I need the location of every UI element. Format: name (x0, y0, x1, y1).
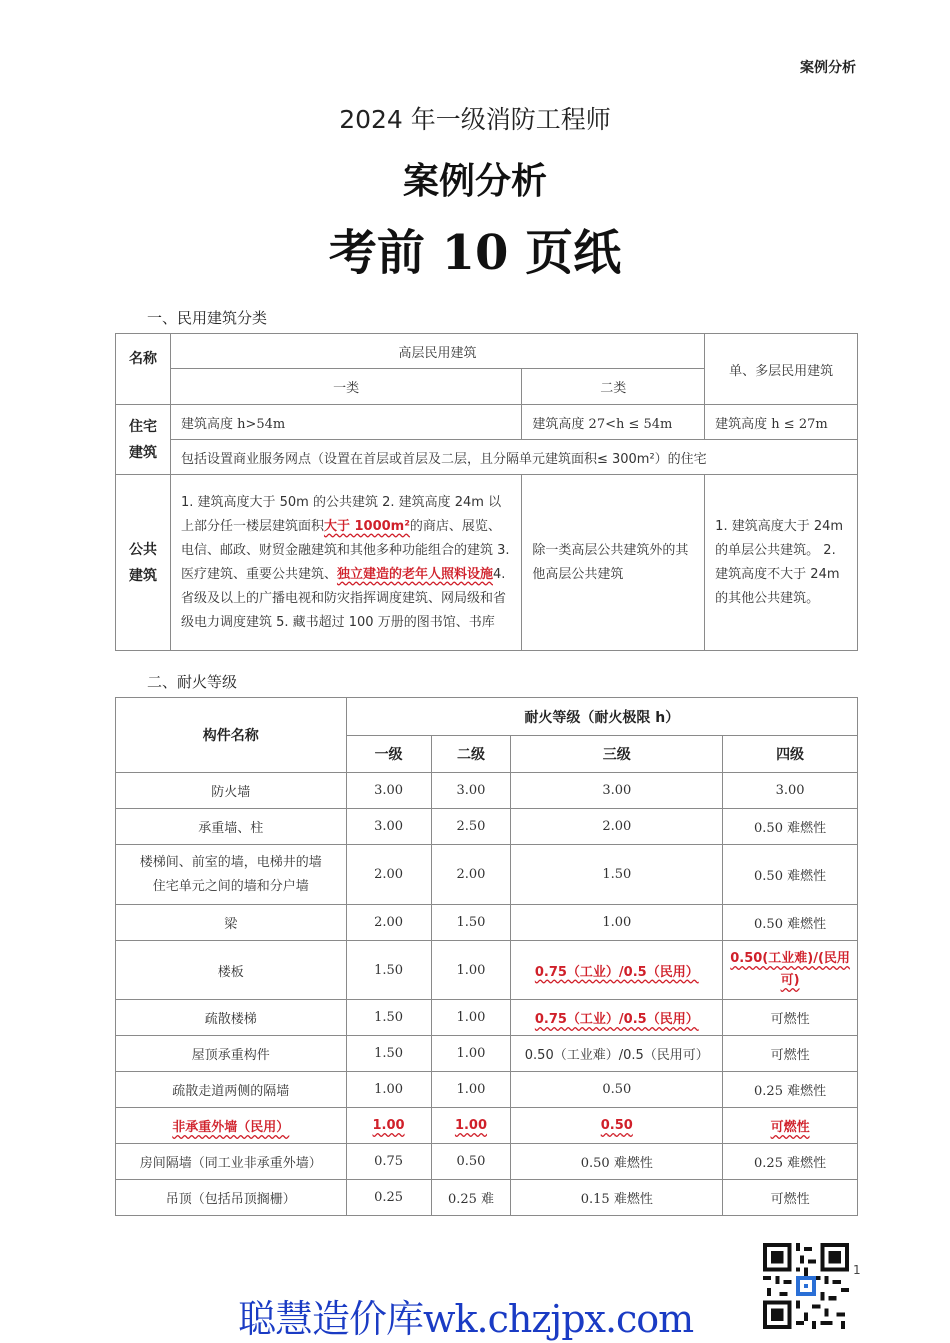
highlight-value: 0.75（工业）/0.5（民用） (534, 964, 699, 980)
table-row (116, 905, 858, 941)
level-2-header: 二级 (431, 736, 511, 773)
value-level2: 1.00 (431, 1036, 511, 1072)
value-level4: 0.25 难燃性 (723, 1144, 858, 1180)
col-low-rise: 单、多层民用建筑 (705, 334, 858, 405)
value-level2: 1.00 (431, 1072, 511, 1108)
table-row (116, 1144, 858, 1180)
value-level1: 1.50 (346, 1000, 431, 1036)
component-name (116, 1108, 347, 1144)
pub-class2: 除一类高层公共建筑外的其他高层公共建筑 (522, 475, 705, 651)
public-label: 公共建筑 (116, 475, 171, 651)
value-level1: 2.00 (346, 845, 431, 905)
table-row (116, 1000, 858, 1036)
table-row (116, 809, 858, 845)
value-level1: 3.00 (346, 773, 431, 809)
residential-label: 住宅建筑 (116, 405, 171, 475)
value-level2 (431, 1108, 511, 1144)
value-level4: 可燃性 (723, 1036, 858, 1072)
table-row (116, 1108, 858, 1144)
value-level2: 2.00 (431, 845, 511, 905)
qr-code-icon (763, 1243, 849, 1329)
header-tag: 案例分析 (800, 60, 856, 76)
table-row (116, 845, 858, 905)
res-class2: 建筑高度 27<h ≤ 54m (522, 405, 705, 440)
value-level4: 0.50 难燃性 (723, 809, 858, 845)
value-level3: 0.15 难燃性 (511, 1180, 723, 1216)
table-row (116, 773, 858, 809)
doc-title-subject: 案例分析 (402, 161, 547, 202)
pub-class1 (170, 475, 521, 651)
component-name-line2: 住宅单元之间的墙和分户墙 (152, 878, 309, 894)
value-level1 (346, 1108, 431, 1144)
component-name: 楼板 (116, 941, 347, 1000)
component-name: 梁 (116, 905, 347, 941)
fire-level-group-header: 耐火等级（耐火极限 h） (346, 698, 857, 736)
value-level4: 可燃性 (723, 1000, 858, 1036)
value-level3 (511, 941, 723, 1000)
value-level4 (723, 941, 858, 1000)
component-name: 疏散楼梯 (116, 1000, 347, 1036)
page-number: 1 (853, 1263, 861, 1277)
highlight-value: 非承重外墙（民用） (172, 1120, 290, 1135)
value-level1: 0.25 (346, 1180, 431, 1216)
col-name-header: 名称 (116, 334, 171, 405)
value-level1: 3.00 (346, 809, 431, 845)
component-name-line1: 楼梯间、前室的墙，电梯井的墙 (139, 854, 322, 870)
value-level4: 3.00 (723, 773, 858, 809)
component-name: 屋顶承重构件 (116, 1036, 347, 1072)
col-class1: 一类 (170, 369, 521, 405)
pub-low: 1. 建筑高度大于 24m 的单层公共建筑。 2. 建筑高度不大于 24m的其他公共建筑。 (705, 475, 858, 651)
fire-resistance-table (115, 697, 858, 1216)
highlight-value: 0.50(工业难)/(民用可) (730, 951, 850, 988)
component-name: 房间隔墙（同工业非承重外墙） (116, 1144, 347, 1180)
highlight-value: 1.00 (372, 1118, 405, 1133)
res-low: 建筑高度 h ≤ 27m (705, 405, 858, 440)
footer-watermark: 聪慧造价库wk.chzjpx.com (238, 1297, 694, 1341)
value-level2: 1.00 (431, 1000, 511, 1036)
component-name: 防火墙 (116, 773, 347, 809)
highlight-value: 1.00 (454, 1118, 488, 1133)
pub-class1-highlight-area: 大于 1000m² (323, 518, 410, 534)
col-class2: 二类 (522, 369, 705, 405)
level-1-header: 一级 (346, 736, 431, 773)
value-level3: 0.50 (511, 1072, 723, 1108)
value-level1: 1.50 (346, 1036, 431, 1072)
value-level1: 2.00 (346, 905, 431, 941)
component-name: 吊顶（包括吊顶搁栅） (116, 1180, 347, 1216)
component-name (116, 845, 347, 905)
doc-title-main: 考前 10 页纸 (328, 225, 622, 281)
value-level1: 1.50 (346, 941, 431, 1000)
component-header: 构件名称 (116, 698, 347, 773)
value-level3 (511, 1108, 723, 1144)
value-level4: 0.50 难燃性 (723, 905, 858, 941)
highlight-value: 0.50 (600, 1118, 633, 1133)
value-level3: 0.50（工业难）/0.5（民用可） (511, 1036, 723, 1072)
value-level2: 1.50 (431, 905, 511, 941)
res-note: 包括设置商业服务网点（设置在首层或首层及二层，且分隔单元建筑面积≤ 300m²）的住宅 (170, 440, 857, 475)
value-level3: 1.50 (511, 845, 723, 905)
pub-class1-part3: 4. 省级及以上的广播电视和防灾指挥调度建筑、网局级和省级电力调度建筑 5. 藏书超过 100 万册的图书馆、书库 (180, 566, 506, 630)
value-level3: 3.00 (511, 773, 723, 809)
value-level2: 0.50 (431, 1144, 511, 1180)
value-level3: 2.00 (511, 809, 723, 845)
section1-heading: 一、民用建筑分类 (147, 309, 268, 327)
value-level2: 2.50 (431, 809, 511, 845)
col-high-rise: 高层民用建筑 (170, 334, 704, 369)
value-level4 (723, 1108, 858, 1144)
highlight-value: 0.75（工业）/0.5（民用） (534, 1012, 699, 1027)
highlight-value: 可燃性 (770, 1120, 810, 1135)
res-class1: 建筑高度 h>54m (170, 405, 521, 440)
component-name: 承重墙、柱 (116, 809, 347, 845)
value-level4: 0.25 难燃性 (723, 1072, 858, 1108)
value-level2: 1.00 (431, 941, 511, 1000)
table-row (116, 1180, 858, 1216)
table-row (116, 1036, 858, 1072)
value-level3: 0.50 难燃性 (511, 1144, 723, 1180)
table-row (116, 1072, 858, 1108)
value-level3 (511, 1000, 723, 1036)
value-level2: 0.25 难 (431, 1180, 511, 1216)
value-level3: 1.00 (511, 905, 723, 941)
value-level4: 可燃性 (723, 1180, 858, 1216)
section2-heading: 二、耐火等级 (147, 673, 238, 691)
doc-title-year: 2024 年一级消防工程师 (339, 105, 611, 134)
value-level2: 3.00 (431, 773, 511, 809)
pub-class1-part2: 的商店、展览、电信、邮政、财贸金融建筑和其他多种功能组合的建筑 3. 医疗建筑、重要公共建筑、 (180, 518, 510, 582)
value-level1: 0.75 (346, 1144, 431, 1180)
level-4-header: 四级 (723, 736, 858, 773)
pub-class1-part1: 1. 建筑高度大于 50m 的公共建筑 2. 建筑高度 24m 以上部分任一楼层建筑面积 (180, 494, 502, 534)
table-row (116, 941, 858, 1000)
component-name: 疏散走道两侧的隔墙 (116, 1072, 347, 1108)
value-level1: 1.00 (346, 1072, 431, 1108)
value-level4: 0.50 难燃性 (723, 845, 858, 905)
level-3-header: 三级 (511, 736, 723, 773)
pub-class1-highlight-elderly: 独立建造的老年人照料设施 (336, 566, 493, 582)
building-classification-table (115, 333, 858, 651)
